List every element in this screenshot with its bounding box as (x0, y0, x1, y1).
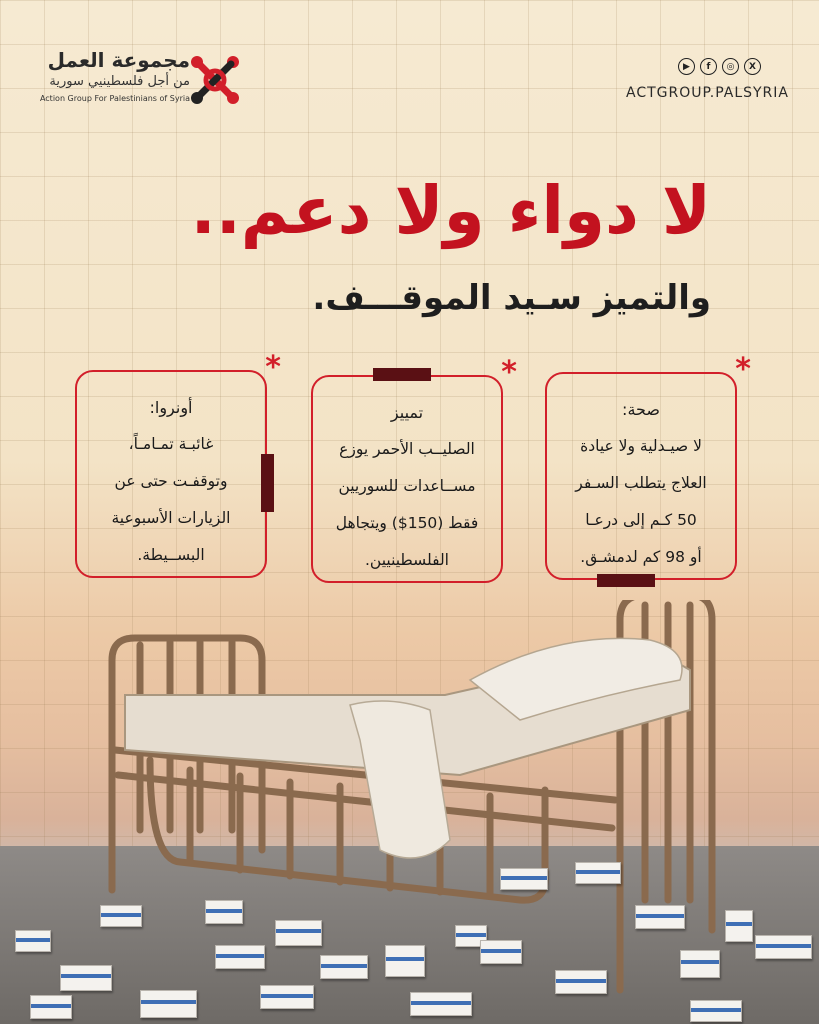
card-accent-bar (261, 454, 274, 512)
card-line: فقط (150$) ويتجاهل (335, 514, 479, 532)
medicine-box (30, 995, 72, 1019)
medicine-box (500, 868, 548, 890)
social-links (678, 58, 761, 75)
brand-logo (20, 42, 260, 112)
youtube-icon[interactable]: ▶ (678, 58, 695, 75)
card-health (545, 352, 751, 580)
headline-sub: والتميز سـيد الموقـــف. (312, 278, 711, 318)
instagram-icon[interactable]: ◎ (722, 58, 739, 75)
x-icon[interactable]: X (744, 58, 761, 75)
medicine-box (480, 940, 522, 964)
headline-main: لا دواء ولا دعم.. (190, 172, 711, 249)
brand-subtitle-ar: من أجل فلسطينيي سورية (49, 74, 190, 89)
medicine-box (260, 985, 314, 1009)
card-line: لا صيـدلية ولا عيادة (580, 437, 702, 455)
brand-mark-icon (185, 50, 245, 110)
card-line: الصليــب الأحمر يوزع (339, 440, 475, 458)
medicine-box (680, 950, 720, 978)
medicine-box (690, 1000, 742, 1022)
social-handle: ACTGROUP.PALSYRIA (625, 85, 789, 101)
card-unrwa (75, 350, 281, 578)
medicine-box (100, 905, 142, 927)
medicine-box (755, 935, 812, 959)
medicine-box (215, 945, 265, 969)
asterisk-icon: * (735, 352, 751, 387)
medicine-box (555, 970, 607, 994)
card-title: صحة: (622, 400, 660, 419)
medicine-box (385, 945, 425, 977)
card-line: مســاعدات للسوريين (338, 477, 476, 495)
medicine-box (205, 900, 243, 924)
medicine-box (725, 910, 753, 942)
hospital-bed-photo (0, 600, 819, 1024)
card-line: وتوقفـت حتى عن (114, 472, 228, 490)
card-line: العلاج يتطلب السـفر (575, 474, 707, 492)
asterisk-icon: * (501, 355, 517, 390)
card-line: 50 كـم إلى درعـا (585, 511, 697, 529)
facebook-icon[interactable]: f (700, 58, 717, 75)
card-title: أونروا: (149, 398, 193, 417)
card-discrimination (311, 355, 517, 583)
card-body (323, 431, 491, 579)
card-accent-bar (373, 368, 431, 381)
card-line: الزيارات الأسبوعية (111, 509, 231, 527)
medicine-box (15, 930, 51, 952)
medicine-box (575, 862, 621, 884)
asterisk-icon: * (265, 350, 281, 385)
medicine-box (410, 992, 472, 1016)
brand-name-ar: مجموعة العمل (47, 48, 190, 72)
card-body (87, 426, 255, 574)
brand-name-en: Action Group For Palestinians of Syria (39, 94, 190, 103)
card-body (557, 428, 725, 576)
medicine-box (635, 905, 685, 929)
card-line: البســيطة. (137, 546, 205, 564)
medicine-box (275, 920, 322, 946)
card-line: الفلسطينيين. (365, 551, 449, 569)
medicine-box (140, 990, 197, 1018)
card-line: غائبـة تمـامـاً، (128, 435, 214, 453)
card-title: تمييز (390, 403, 424, 422)
card-line: أو 98 كم لدمشـق. (580, 548, 702, 566)
medicine-box (320, 955, 368, 979)
medicine-box (60, 965, 112, 991)
